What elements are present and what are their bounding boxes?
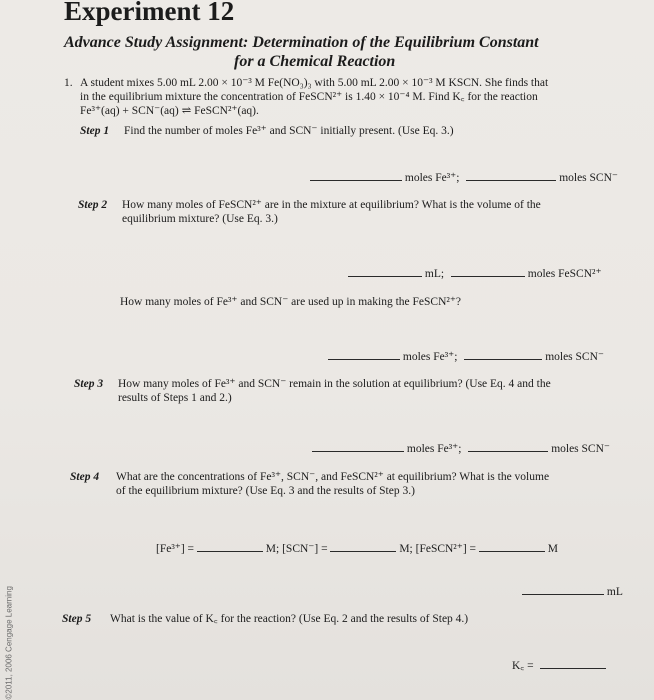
step5-text: What is the value of K꜀ for the reaction? (Use Eq. 2 and the results of Step 4.) — [110, 613, 469, 625]
step3-label: Step 3 — [74, 378, 104, 390]
problem-line-1: A student mixes 5.00 mL 2.00 × 10⁻³ M Fe(NO₃)₃ with 5.00 mL 2.00 × 10⁻³ M KSCN. She finds that — [80, 77, 549, 89]
answer-blank[interactable] — [312, 441, 404, 452]
problem-line-3: Fe³⁺(aq) + SCN⁻(aq) ⇌ FeSCN²⁺(aq). — [80, 105, 259, 117]
answer-blank[interactable] — [466, 170, 556, 181]
step3-text-2: results of Steps 1 and 2.) — [118, 392, 232, 404]
step1-answer-row — [310, 170, 618, 185]
answer-blank[interactable] — [451, 266, 525, 277]
answer-blank[interactable] — [197, 541, 263, 552]
problem-line-2: in the equilibrium mixture the concentration of FeSCN²⁺ is 1.40 × 10⁻⁴ M. Find K꜀ for the reaction — [80, 91, 538, 103]
step1-label: Step 1 — [80, 125, 110, 137]
step1-answer-b: moles SCN⁻ — [559, 172, 618, 184]
subtitle-line-2: for a Chemical Reaction — [234, 53, 396, 70]
margin-copyright: ©2011, 2006 Cengage Learning — [4, 586, 14, 700]
answer-blank[interactable] — [479, 541, 545, 552]
kc-label: K꜀ = — [512, 660, 534, 672]
step5-label: Step 5 — [62, 613, 92, 625]
step3-answer-a: moles Fe³⁺; — [406, 443, 462, 455]
step2-text-1: How many moles of FeSCN²⁺ are in the mixture at equilibrium? What is the volume of the — [122, 199, 541, 211]
step2-answer-c: moles Fe³⁺; — [402, 351, 458, 363]
molarity-unit: M — [547, 543, 559, 555]
fe-concentration-label: [Fe³⁺] = — [156, 543, 195, 555]
step4-text-1: What are the concentrations of Fe³⁺, SCN⁻, and FeSCN²⁺ at equilibrium? What is the volume — [116, 471, 550, 483]
step2-answer-b: moles FeSCN²⁺ — [527, 268, 602, 280]
step2-answer-row — [348, 266, 602, 281]
subtitle-line-1: Advance Study Assignment: Determination of the Equilibrium Constant — [64, 34, 539, 51]
step1-text: Find the number of moles Fe³⁺ and SCN⁻ initially present. (Use Eq. 3.) — [124, 125, 454, 137]
step4-concentration-row — [156, 541, 558, 556]
step1-answer-a: moles Fe³⁺; — [404, 172, 460, 184]
step5-answer-row — [512, 658, 606, 673]
fescn-concentration-label: M; [FeSCN²⁺] = — [399, 543, 477, 555]
answer-blank[interactable] — [348, 266, 422, 277]
volume-unit: mL — [606, 586, 623, 598]
answer-blank[interactable] — [330, 541, 396, 552]
step4-text-2: of the equilibrium mixture? (Use Eq. 3 and the results of Step 3.) — [116, 485, 415, 497]
answer-blank[interactable] — [464, 349, 542, 360]
answer-blank[interactable] — [540, 658, 606, 669]
step2-question-2: How many moles of Fe³⁺ and SCN⁻ are used up in making the FeSCN²⁺? — [120, 296, 461, 308]
step2-answer-a: mL; — [424, 268, 445, 280]
step2-answer-row-2 — [328, 349, 604, 364]
answer-blank[interactable] — [468, 441, 548, 452]
answer-blank[interactable] — [328, 349, 400, 360]
step2-text-2: equilibrium mixture? (Use Eq. 3.) — [122, 213, 278, 225]
answer-blank[interactable] — [310, 170, 402, 181]
step2-label: Step 2 — [78, 199, 108, 211]
step4-volume-row — [522, 584, 623, 599]
step3-text-1: How many moles of Fe³⁺ and SCN⁻ remain in the solution at equilibrium? (Use Eq. 4 and the — [118, 378, 551, 390]
step2-answer-d: moles SCN⁻ — [545, 351, 604, 363]
step3-answer-b: moles SCN⁻ — [551, 443, 610, 455]
page-title: Experiment 12 — [64, 0, 235, 26]
problem-number: 1. — [64, 77, 73, 89]
step4-label: Step 4 — [70, 471, 100, 483]
answer-blank[interactable] — [522, 584, 604, 595]
scn-concentration-label: M; [SCN⁻] = — [265, 543, 328, 555]
step3-answer-row — [312, 441, 610, 456]
